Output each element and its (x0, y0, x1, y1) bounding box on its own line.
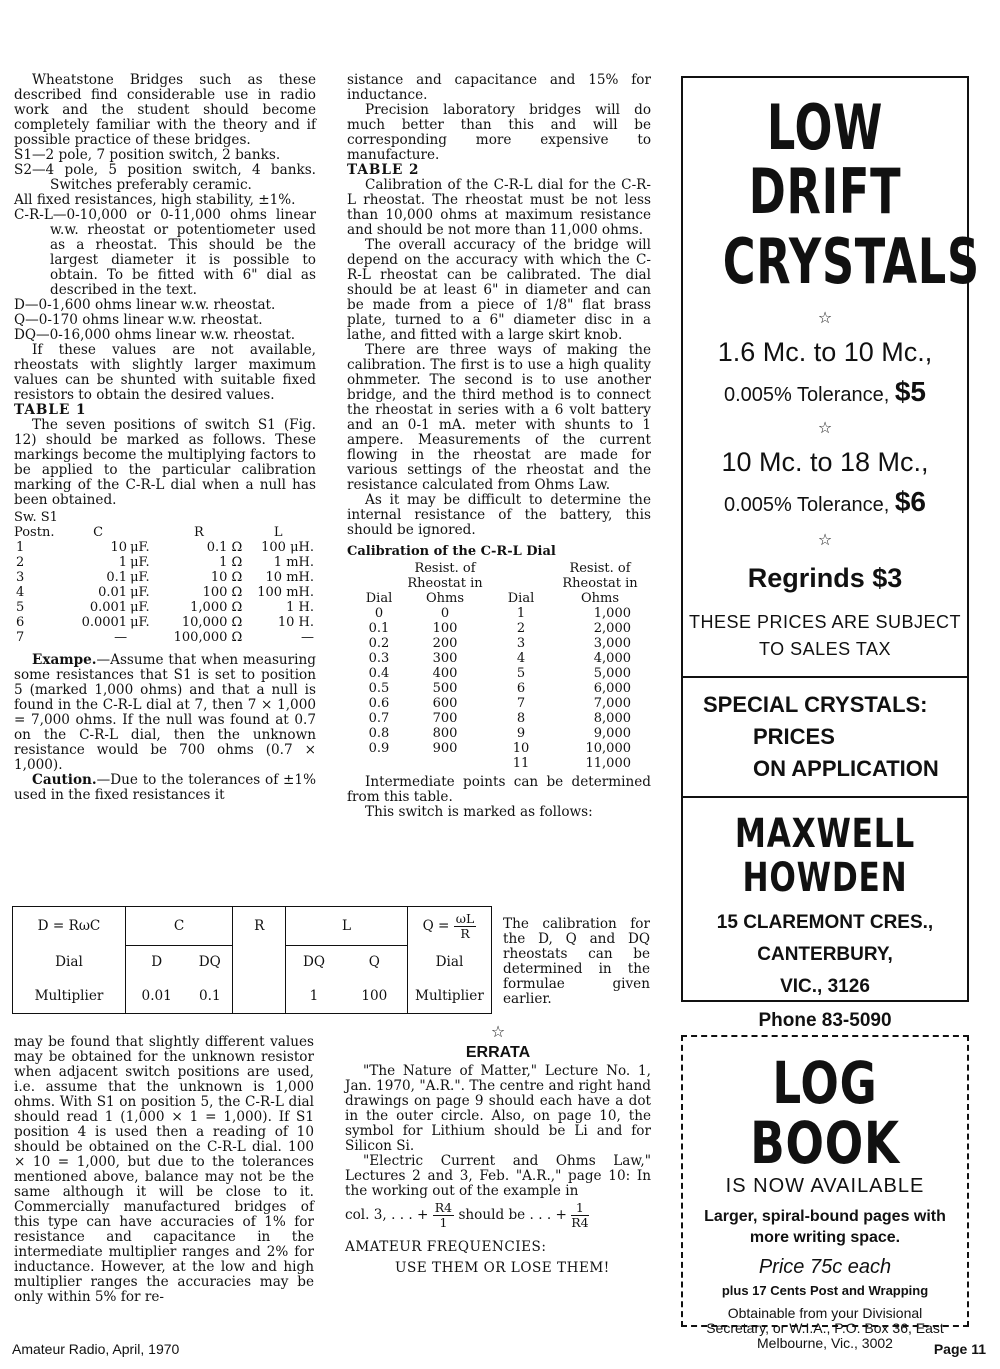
formula-part: col. 3, . . . + (345, 1207, 429, 1223)
table-row (14, 540, 314, 555)
special-line-2: PRICES (753, 724, 835, 749)
table-row (14, 600, 314, 615)
tax-line-1: THESE PRICES ARE SUBJECT (688, 612, 962, 632)
table-cell: 10 Ω (210, 570, 243, 585)
errata-title: ERRATA (465, 1044, 531, 1061)
logbook-sub: IS NOW AVAILABLE (725, 1175, 925, 1197)
table-row (14, 615, 314, 630)
table-row (359, 696, 649, 711)
errata-p2: "Electric Current and Ohms Law," Lectures 2 and 3, Feb. "A.R.," page 10: In the working out of the example in (345, 1153, 651, 1199)
caution-label: Caution. (32, 772, 97, 788)
calibration-title: Calibration of the C-R-L Dial (347, 544, 556, 559)
table-cell: 7 (16, 630, 25, 645)
q-lhs: Q = (422, 917, 450, 934)
divider (681, 676, 969, 678)
sub-dq: DQ (302, 954, 325, 971)
table-cell: 11 (512, 756, 530, 771)
sub-d: D (151, 954, 163, 971)
errata-section (345, 1024, 651, 1276)
amateur-line-1: AMATEUR FREQUENCIES: (345, 1239, 547, 1255)
col-c: C (126, 907, 233, 946)
table-cell: 700 (432, 711, 458, 726)
parts-item: D—0-1,600 ohms linear w.w. rheostat. (14, 297, 276, 313)
ad-headline: CRYSTALS (722, 225, 980, 298)
middle-column (347, 73, 651, 820)
logbook-desc: Larger, spiral-bound pages with more writing space. (704, 1208, 946, 1246)
bottom-left-text: may be found that slightly different values may be obtained for the unknown resistor when adjacent switch positions are used, i.e. assume that the unknown is 1,000 ohms. With S1 on position 5, the C-R-L dial should read 1 (1,000 × 1 = 1,000). If S1 position 4 is used then a reading of 10 should be obtained on the C-R-L dial. 100 × 10 = 1,000, but due to the tolerances mentioned above, balance may not be the same although it will be close to it. Commercially manufactured bridges of this type can have accuracies of 1% for resistance and capacitance in the intermediate multiplier ranges and 2% for inductance. However, at the low and high multiplier ranges the accuracies may be only within 5% for re- (14, 1034, 314, 1305)
table-cell: 2 (16, 555, 25, 570)
table-cell: 2 (516, 621, 526, 636)
dial-label: Dial (13, 946, 126, 979)
star-icon: ☆ (817, 530, 833, 549)
table-cell: 4 (516, 651, 526, 666)
table-cell: 10,000 Ω (181, 615, 243, 630)
table-cell: 0.4 (368, 666, 390, 681)
table-cell: — (114, 630, 128, 645)
table-cell: 0.9 (368, 741, 390, 756)
table-cell: 6,000 (593, 681, 631, 696)
caution-text: —Due to the tolerances of ±1% used in the fixed resistances it (14, 772, 316, 803)
table-row (359, 621, 649, 636)
table-cell: 3 (516, 636, 526, 651)
table-cell (359, 756, 399, 771)
table-cell: μF. (130, 540, 150, 555)
parts-item: DQ—0-16,000 ohms linear w.w. rheostat. (14, 327, 296, 343)
table1-head: Sw. S1 (14, 510, 58, 525)
table-cell: μF. (130, 585, 150, 600)
table-cell: 1 mH. (273, 555, 314, 570)
column-header: Postn. (14, 525, 55, 540)
table-row (359, 726, 649, 741)
table-cell: 1 Ω (219, 555, 243, 570)
table-row (14, 585, 314, 600)
sub-dq: DQ (187, 946, 232, 979)
table-cell: 0.0001 (81, 615, 128, 630)
parts-item: S1—2 pole, 7 position switch, 2 banks. (14, 147, 281, 163)
multiplier-value: 1 (309, 987, 319, 1004)
dial-header: Dial (365, 591, 393, 606)
resist-header: Resist. of Rheostat in Ohms (407, 561, 483, 606)
resist-header: Resist. of Rheostat in Ohms (562, 561, 638, 606)
table-row (359, 681, 649, 696)
table-cell: 100 μH. (261, 540, 314, 555)
address-line: VIC., 3126 (780, 976, 870, 997)
table-cell (127, 630, 156, 645)
table-cell: 100 Ω (202, 585, 243, 600)
table-cell: 0.5 (368, 681, 390, 696)
table-cell: 3,000 (593, 636, 631, 651)
table-row (359, 741, 649, 756)
table2-heading: TABLE 2 (347, 162, 420, 178)
table-cell: μF. (130, 600, 150, 615)
table-cell: 600 (432, 696, 458, 711)
address-line: 15 CLAREMONT CRES., (716, 912, 934, 933)
table-cell: 1,000 Ω (190, 600, 243, 615)
table-cell: 6 (516, 681, 526, 696)
address-line: CANTERBURY, (757, 944, 893, 965)
table-cell: 0.8 (368, 726, 390, 741)
table-row (359, 651, 649, 666)
calibration-note: The calibration for the D, Q and DQ rheostats can be determined in the formulae given earlier. (503, 916, 650, 1007)
table-cell: 10 mH. (265, 570, 314, 585)
special-line-1: SPECIAL CRYSTALS: (703, 692, 928, 717)
crystals-ad (681, 76, 980, 1031)
table-row (359, 756, 649, 771)
denominator: 1 (439, 1215, 448, 1230)
table-cell: 0 (440, 606, 450, 621)
numerator: R4 (434, 1200, 453, 1215)
switch-positions-table (14, 510, 314, 645)
table-cell: 0.7 (368, 711, 390, 726)
intermediate-text: Intermediate points can be determined from this table. (347, 774, 651, 805)
table-cell: 0.1 (368, 621, 390, 636)
table-row (359, 666, 649, 681)
table1-text: The seven positions of switch S1 (Fig. 12) should be marked as follows. These markings become the multiplying factors to be applied to the particular calibration marking of the C-R-L dial when a null has been obtained. (14, 417, 316, 508)
table-cell: 5 (516, 666, 526, 681)
intro-paragraph: Wheatstone Bridges such as these described find considerable use in radio work and the student should become completely familiar with the theory and if possible practice of these bridges. (14, 72, 316, 148)
parts-item: S2—4 pole, 5 position switch, 4 banks. Switches preferably ceramic. (14, 162, 316, 193)
table-cell: 0 (374, 606, 384, 621)
table2-p1: Calibration of the C-R-L dial for the C-R-L rheostat. The rheostat must be not less than 10,000 ohms at maximum resistance and should be not more than 11,000 ohms. (347, 177, 651, 238)
table-cell: 7,000 (593, 696, 631, 711)
table-cell: 8,000 (593, 711, 631, 726)
price-1: $5 (894, 376, 927, 407)
logbook-ad (681, 1035, 969, 1351)
errata-p1: "The Nature of Matter," Lecture No. 1, Jan. 1970, "A.R.". The centre and right hand drawings on page 9 should each have a dot in the outer circle. Also, on page 10, the symbol for Lithium should be Li and for Silicon Si. (345, 1063, 651, 1154)
col-l: L (286, 907, 408, 946)
table-cell: 1 (16, 540, 25, 555)
star-icon: ☆ (490, 1022, 506, 1041)
q-fraction (454, 912, 477, 941)
column-header: L (273, 525, 283, 540)
table-cell: 10 H. (277, 615, 314, 630)
table-row (14, 570, 314, 585)
table-cell: 800 (432, 726, 458, 741)
table-cell: — (301, 630, 314, 645)
denominator: R4 (571, 1215, 589, 1230)
formula-q (407, 907, 491, 946)
amateur-line-2: USE THEM OR LOSE THEM! (395, 1260, 610, 1276)
tolerance-2: 0.005% Tolerance, (723, 494, 890, 516)
table-cell: 9 (516, 726, 526, 741)
table-cell: 10 (110, 540, 128, 555)
table-cell: 4,000 (593, 651, 631, 666)
logbook-obtain: Obtainable from your Divisional Secretary, or W.I.A., P.O. Box 36, East Melbourne, Vic., 3002 (706, 1305, 944, 1351)
switch-marked-text: This switch is marked as follows: (365, 804, 593, 820)
regrinds: Regrinds $3 (747, 563, 903, 593)
formula-part: should be . . . + (458, 1207, 567, 1223)
errata-formula (345, 1201, 651, 1230)
star-icon: ☆ (817, 308, 833, 327)
table-row (359, 636, 649, 651)
column-header: R (194, 525, 204, 540)
table-cell: 10,000 (585, 741, 631, 756)
calibration-table (359, 561, 649, 771)
table-cell: 1,000 (593, 606, 631, 621)
table-cell: 0.01 (98, 585, 128, 600)
divider (681, 796, 969, 798)
column-header: C (93, 525, 104, 540)
table-cell: μF. (130, 570, 150, 585)
table-cell: 4 (16, 585, 25, 600)
dial-label: Dial (435, 954, 464, 971)
table-cell: 6 (16, 615, 25, 630)
company-name: MAXWELL HOWDEN (734, 811, 916, 901)
sub-q: Q (342, 946, 408, 979)
range-2: 10 Mc. to 18 Mc., (721, 447, 929, 477)
table-cell: 1 (516, 606, 526, 621)
table-cell: 0.6 (368, 696, 390, 711)
numerator: 1 (571, 1201, 588, 1216)
table-cell: 100 mH. (257, 585, 314, 600)
table-cell: 0.001 (89, 600, 128, 615)
price-2: $6 (894, 486, 927, 517)
tolerance-1: 0.005% Tolerance, (723, 384, 890, 406)
table-cell: 0.1 Ω (206, 540, 243, 555)
table-cell: 400 (432, 666, 458, 681)
table-row (14, 555, 314, 570)
table-cell: μF. (130, 555, 150, 570)
special-line-3: ON APPLICATION (753, 756, 939, 781)
table-cell: 100 (432, 621, 458, 636)
parts-item: All fixed resistances, high stability, ±1%. (14, 192, 296, 208)
formula-d: D = RωC (13, 907, 126, 946)
fraction (433, 1201, 454, 1230)
multiplier-value: 100 (342, 979, 408, 1014)
table-cell: 100,000 Ω (173, 630, 243, 645)
table2-p2: The overall accuracy of the bridge will depend on the accuracy with which the C-R-L rheostat can be calibrated. The dial should be at least 6" in diameter and can be made from a piece of 1/8" flat brass plate, turned to a 6" diameter disc in a lathe, and fitted with a large skirt knob. (347, 237, 651, 343)
table-cell: 1 H. (286, 600, 314, 615)
table-cell: 7 (516, 696, 526, 711)
table-cell: 200 (432, 636, 458, 651)
multiplier-value: 0.01 (141, 987, 172, 1004)
table-cell: 3 (16, 570, 25, 585)
table-cell: 11,000 (585, 756, 631, 771)
parts-item: C-R-L—0-10,000 or 0-11,000 ohms linear w.w. rheostat or potentiometer used as a rheostat. This should be the largest diameter it is possible to obtain. To be fitted with 6" dial as described in the text. (14, 207, 316, 298)
table-row (359, 606, 649, 621)
parts-item: Q—0-170 ohms linear w.w. rheostat. (14, 312, 263, 328)
table-cell: 900 (432, 741, 458, 756)
table-cell: 9,000 (593, 726, 631, 741)
multiplier-label: Multiplier (415, 987, 484, 1004)
footer-left: Amateur Radio, April, 1970 (12, 1341, 180, 1357)
table-cell: 0.1 (106, 570, 128, 585)
logbook-price: Price 75c each (758, 1256, 892, 1278)
tax-line-2: TO SALES TAX (758, 639, 892, 659)
continued-text: sistance and capacitance and 15% for inductance. (347, 72, 651, 103)
dial-header: Dial (507, 591, 535, 606)
table-row (359, 711, 649, 726)
star-icon: ☆ (817, 418, 833, 437)
table-row (14, 630, 314, 645)
q-num: ωL (455, 910, 475, 926)
table-cell: 10 (512, 741, 530, 756)
phone: Phone 83-5090 (758, 1010, 892, 1031)
table-cell: μF. (130, 615, 150, 630)
table-cell: 0.2 (368, 636, 390, 651)
logbook-postage: plus 17 Cents Post and Wrapping (721, 1283, 929, 1298)
table2-p3: There are three ways of making the calibration. The first is to use a high quality ohmmeter. The second is to use another bridge, and the third method is to connect the rheostat in series with a 6 volt battery and an 0-1 mA. meter with shunts to 1 ampere. Measurements of the current flowing in the rheostat are made for various settings of the rheostat and the resistance calculated from Ohms Law. (347, 342, 651, 493)
example-text: —Assume that when measuring some resistances that S1 is set to position 5 (marked 1,000 ohms) and that a null is found in the C-R-L dial at 7, then 7 × 1,000 = 7,000 ohms. If the null was found at 0.7 on the C-R-L dial, then the unknown resistance would be 700 ohms (0.7 × 1,000). (14, 652, 316, 773)
precision-paragraph: Precision laboratory bridges will do much better than this and will be corresponding more expensive to manufacture. (347, 102, 651, 163)
ad-headline: LOW DRIFT (748, 91, 902, 228)
col-r: R (233, 907, 286, 946)
example-label: Exampe. (32, 652, 97, 668)
q-den: R (460, 925, 470, 941)
logbook-title: LOG BOOK (750, 1049, 900, 1177)
values-paragraph: If these values are not available, rheostats with slightly larger maximum values can be shunted with suitable fixed resistors to obtain the desired values. (14, 342, 316, 403)
table-cell: 0.3 (368, 651, 390, 666)
table-cell (399, 756, 491, 771)
table-cell: 1 (118, 555, 128, 570)
multiplier-label: Multiplier (13, 979, 126, 1014)
multiplier-value: 0.1 (187, 979, 232, 1014)
range-1: 1.6 Mc. to 10 Mc., (717, 337, 933, 367)
table-cell: 8 (516, 711, 526, 726)
left-column (14, 73, 316, 803)
fraction (571, 1201, 588, 1230)
table-cell: 500 (432, 681, 458, 696)
table2-p4: As it may be difficult to determine the internal resistance of the battery, this should be ignored. (347, 492, 651, 538)
page-number: Page 11 (933, 1341, 986, 1357)
table-cell: 2,000 (593, 621, 631, 636)
table-cell: 300 (432, 651, 458, 666)
table1-heading: TABLE 1 (14, 402, 87, 418)
table-cell: 5 (16, 600, 25, 615)
multiplier-table (12, 906, 492, 1014)
table-cell: 5,000 (593, 666, 631, 681)
